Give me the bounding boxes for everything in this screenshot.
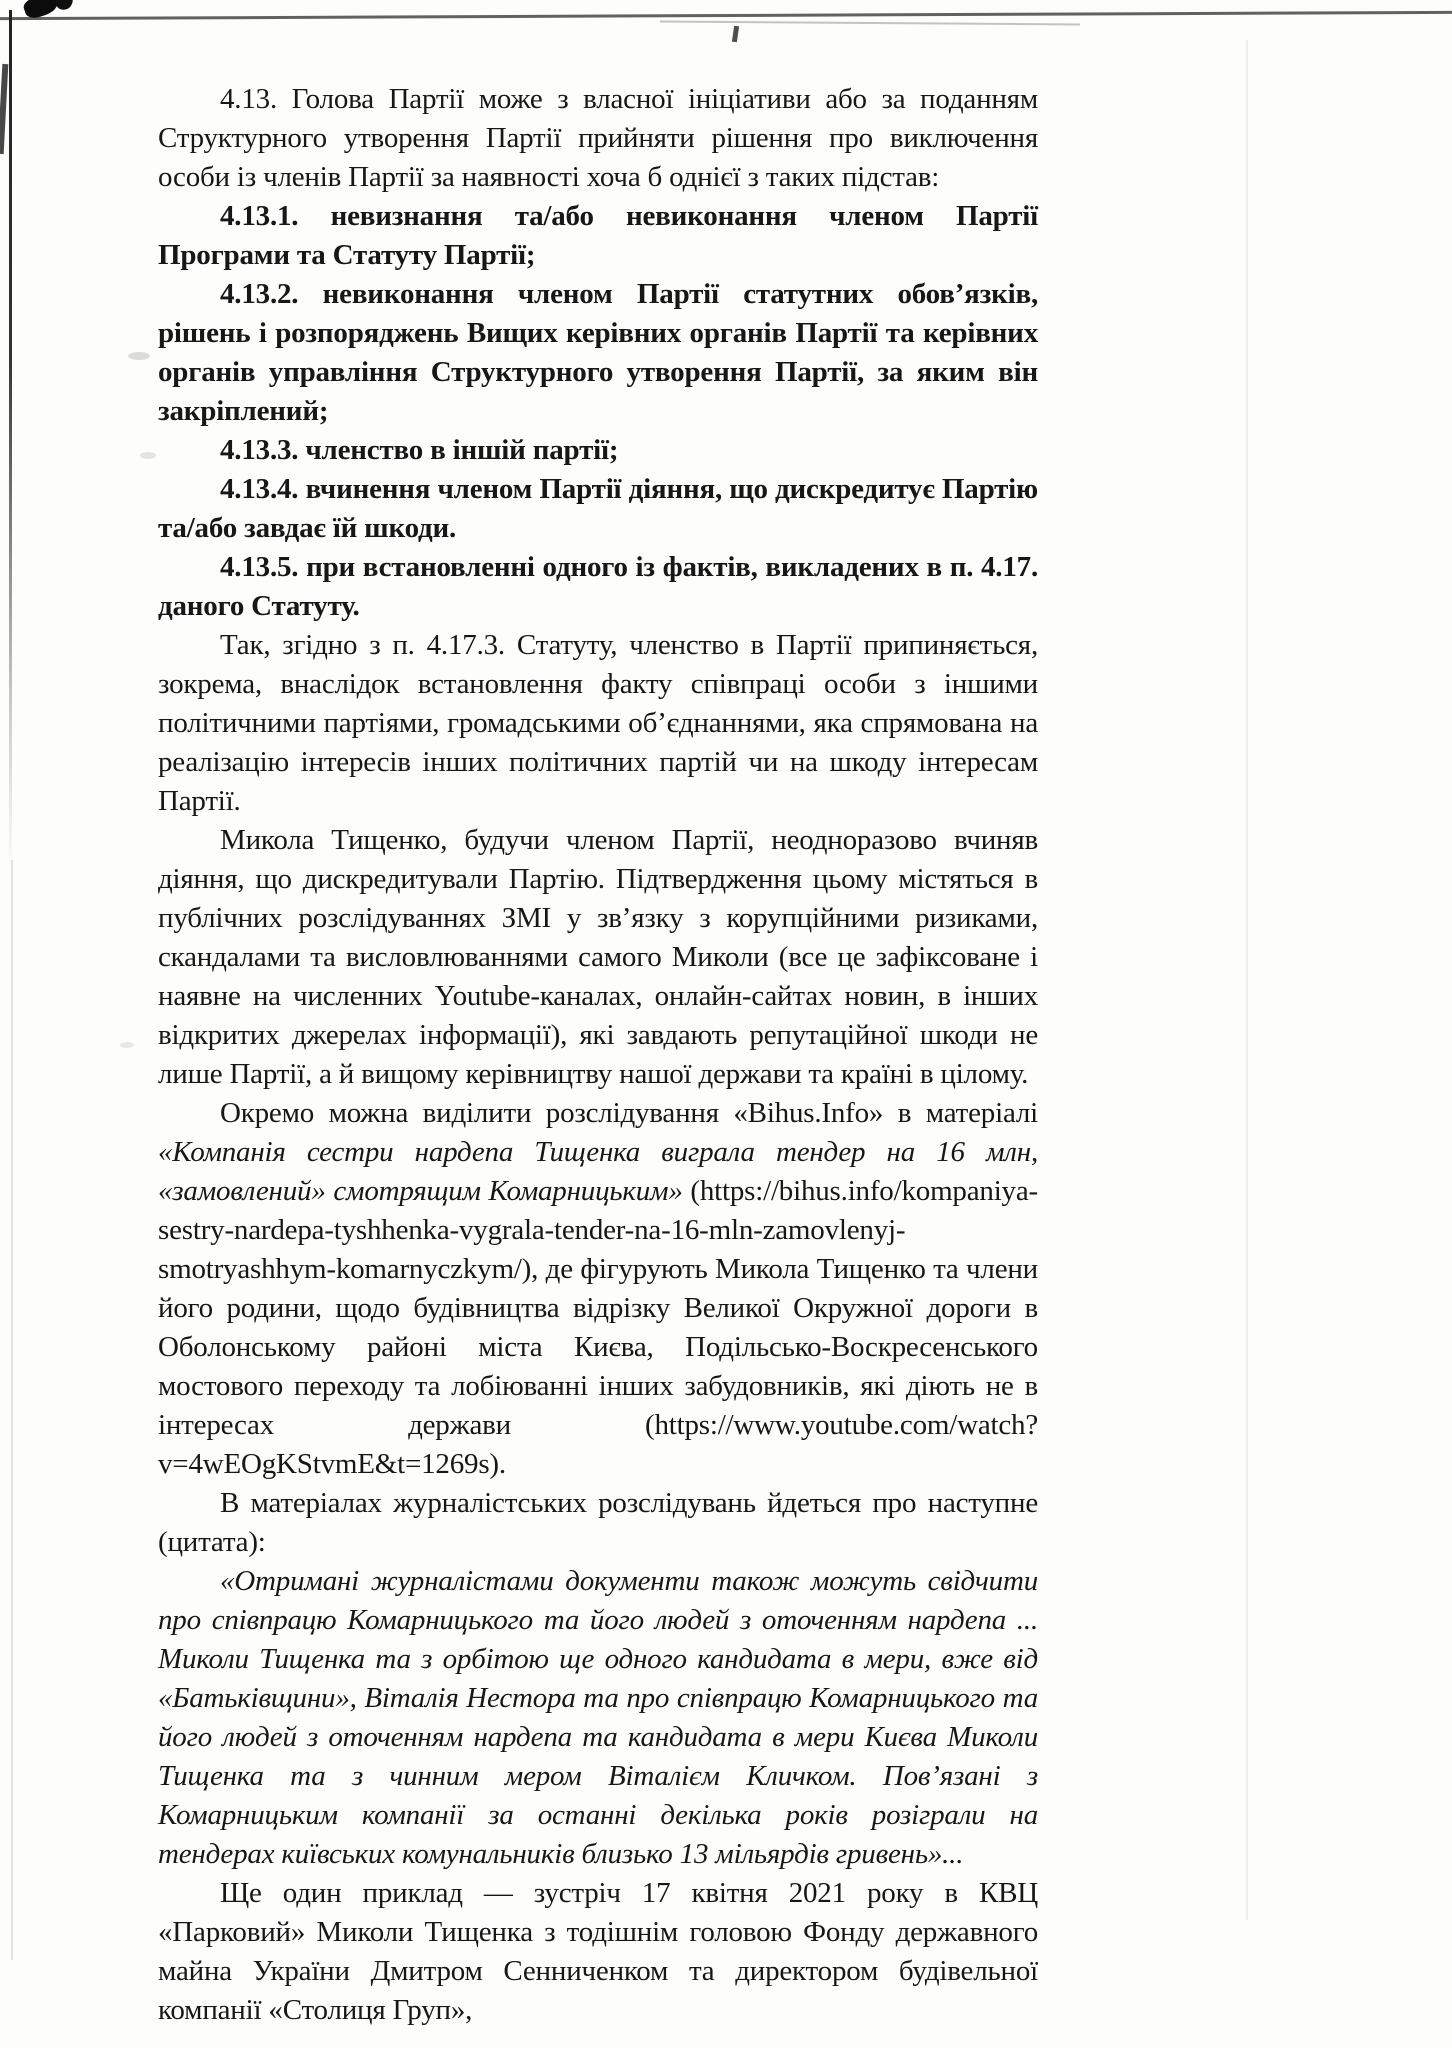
scan-artifact-left-edge-faint (11, 860, 13, 1960)
text-segment: 4.13.1. невизнання та/або невиконання членом Партії Програми та Статуту Партії; (158, 200, 1038, 271)
paragraph (158, 470, 1038, 548)
paragraph (158, 275, 1038, 431)
text-segment: Микола Тищенко, будучи членом Партії, неодноразово вчиняв діяння, що дискредитували Партію. Підтвердження цьому містяться в публічних розслідуваннях ЗМІ у зв’язку з корупційними ризиками, скандалами та висловлюваннями самого Миколи (все це зафіксоване і наявне на численних Youtube-каналах, онлайн-сайтах новин, в інших відкритих джерелах інформації), які завдають репутаційної шкоди не лише Партії, а й вищому керівництву нашої держави та країні в цілому. (158, 824, 1038, 1090)
text-segment: «Отримані журналістами документи також можуть свідчити про співпрацю Комарницького та його людей з оточенням нардепа ... Миколи Тищенка та з орбітою ще одного кандидата в мери, вже від «Батьківщини», Віталія Нестора та про співпрацю Комарницького та його людей з оточенням нардепа та кандидата в мери Києва Миколи Тищенка та з чинним мером Віталієм Кличком. Пов’язані з Комарницьким компанії за останні декілька років розіграли на тендерах київських комунальників близько 13 мільярдів гривень»... (158, 1565, 1038, 1870)
text-segment: Так, згідно з п. 4.17.3. Статуту, членство в Партії припиняється, зокрема, внаслідок встановлення факту співпраці особи з іншими політичними партіями, громадськими об’єднаннями, яка спрямована на реалізацію інтересів інших політичних партій чи на шкоду інтересам Партії. (158, 629, 1038, 817)
paragraph (158, 1562, 1038, 1874)
paragraph (158, 431, 1038, 470)
text-segment: Ще один приклад — зустріч 17 квітня 2021 року в КВЦ «Парковий» Миколи Тищенка з тодішнім головою Фонду державного майна України Дмитром Сенниченком та директором будівельної компанії «Столиця Груп», (158, 1877, 1038, 2026)
paragraph (158, 1874, 1038, 2030)
text-segment: 4.13.4. вчинення членом Партії діяння, що дискредитує Партію та/або завдає їй шкоди. (158, 473, 1038, 544)
text-segment: «Компанія сестри нардепа Тищенка виграла тендер на 16 млн, «замовлений» смотрящим Комарницьким» (158, 1136, 1038, 1207)
scan-artifact-top-edge (0, 11, 1452, 20)
scan-artifact-speck (120, 1042, 134, 1048)
scan-artifact-corner-mark (22, 0, 61, 21)
text-segment: 4.13. Голова Партії може з власної ініціативи або за поданням Структурного утворення Партії прийняти рішення про виключення особи із членів Партії за наявності хоча б однієї з таких підстав: (158, 83, 1038, 193)
paragraph (158, 1484, 1038, 1562)
scan-artifact-fold-line (1246, 40, 1248, 1920)
text-segment: (https://bihus.info/kompaniya-sestry-nardepa-tyshhenka-vygrala-tender-na-16-mln-zamovlenyj-smotryashhym-komarnyczkym/), де фігурують Микола Тищенко та члени його родини, щодо будівництва відрізку Великої Окружної дороги в Оболонському районі міста Києва, Подільсько-Воскресенського мостового переходу та лобіюванні інших забудовників, які діють не в інтересах держави (https://www.youtube.com/watch?v=4wEOgKStvmE&t=1269s). (158, 1175, 1038, 1480)
scan-artifact-speck (128, 352, 150, 360)
scan-artifact-corner-mark (0, 64, 8, 154)
scan-artifact-top-edge-shadow (660, 21, 1080, 26)
document-body (158, 80, 1038, 2030)
scan-artifact-speck (140, 452, 156, 459)
text-segment: 4.13.2. невиконання членом Партії статутних обов’язків, рішень і розпоряджень Вищих керівних органів Партії та керівних органів управління Структурного утворення Партії, за яким він закріплений; (158, 278, 1038, 427)
paragraph (158, 626, 1038, 821)
paragraph (158, 197, 1038, 275)
paragraph (158, 80, 1038, 197)
scan-artifact-corner-mark (53, 0, 74, 13)
text-segment: 4.13.5. при встановленні одного із фактів, викладених в п. 4.17. даного Статуту. (158, 551, 1038, 622)
text-segment: В матеріалах журналістських розслідувань йдеться про наступне (цитата): (158, 1487, 1038, 1558)
text-segment: 4.13.3. членство в іншій партії; (220, 434, 619, 466)
scan-artifact-left-edge (9, 10, 12, 870)
paragraph (158, 821, 1038, 1094)
scan-artifact-tick-mark (732, 26, 739, 43)
text-segment: Окремо можна виділити розслідування «Bihus.Info» в матеріалі (220, 1097, 1038, 1129)
paragraph (158, 548, 1038, 626)
paragraph (158, 1094, 1038, 1484)
